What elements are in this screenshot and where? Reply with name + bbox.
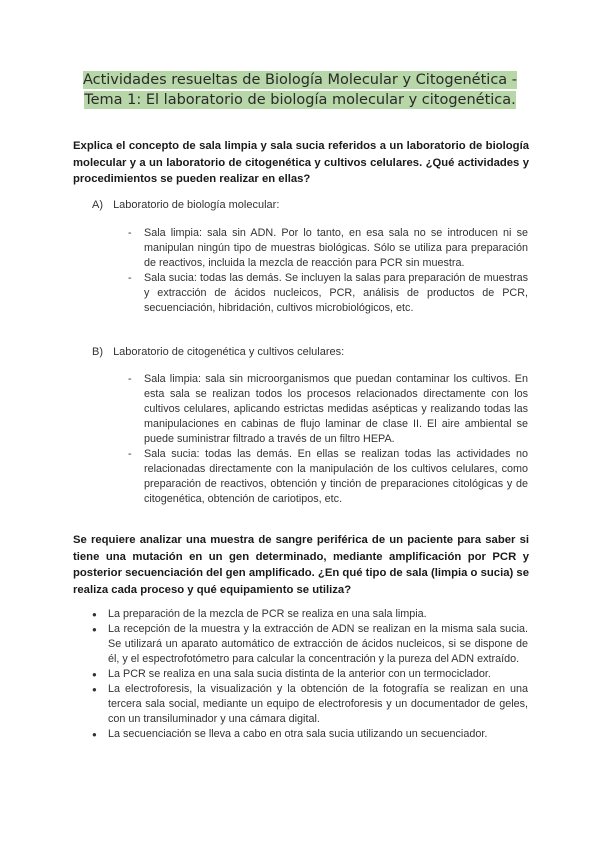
answers-list [92,607,528,742]
list-item: ● La secuenciación se lleva a cabo en otra sala sucia utilizando un secuenciador. [92,727,528,742]
list-item: - Sala sucia: todas las demás. Se incluyen la salas para preparación de muestras y extracción de ácidos nucleicos, PCR, análisis de productos de PCR, secuenciación, hibridación, cultivos microbiológicos, etc. [128,271,528,316]
question-1: Explica el concepto de sala limpia y sala sucia referidos a un laboratorio de biología molecular y a un laboratorio de citogenética y cultivos celulares. ¿Qué actividades y procedimientos se pueden realizar en ellas? [73,140,529,185]
list-item: - Sala limpia: sala sin ADN. Por lo tanto, en esa sala no se introducen ni se manipulan ningún tipo de muestras biológicas. Sólo se utiliza para preparación de reactivos, incluida la mezcla de reacción para PCR sin muestra. [128,226,528,271]
section-b-heading [92,344,344,360]
section-b-title: Laboratorio de citogenética y cultivos celulares: [113,346,345,358]
list-item: ● La PCR se realiza en una sala sucia distinta de la anterior con un termociclador. [92,667,528,682]
section-b-list [128,372,528,507]
list-item: ● La preparación de la mezcla de PCR se realiza en una sala limpia. [92,607,528,622]
section-a-letter: A) [92,199,103,211]
list-item: ● La recepción de la muestra y la extracción de ADN se realizan en la misma sala sucia. Se utilizará un aparato automático de extracción de ácidos nucleicos, si se dispone de él, y el espectrofotómetro para calcular la concentración y la pureza del ADN extraído. [92,622,528,667]
question-2: Se requiere analizar una muestra de sangre periférica de un paciente para saber si tiene una mutación en un gen determinado, mediante amplificación por PCR y posterior secuenciación del gen amplificado. ¿En qué tipo de sala (limpia o sucia) se realiza cada proceso y qué equipamiento se utiliza? [73,534,529,596]
section-a-list [128,226,528,316]
section-a-heading [92,197,279,213]
list-item: - Sala sucia: todas las demás. En ellas se realizan todas las actividades no relacionadas directamente con la manipulación de los cultivos celulares, como preparación de reactivos, obtención y tinción de preparaciones citológicas y de citogenética, obtención de cariotipos, etc. [128,447,528,507]
title-line-1: Actividades resueltas de Biología Molecular y Citogenética - [82,72,518,88]
document-title [60,70,540,110]
section-a-title: Laboratorio de biología molecular: [113,199,280,211]
list-item: ● La electroforesis, la visualización y la obtención de la fotografía se realizan en una tercera sala social, mediante un equipo de electroforesis y un documentador de geles, con un transiluminador y una cámara digital. [92,682,528,727]
title-line-2: Tema 1: El laboratorio de biología molecular y citogenética. [84,92,516,108]
section-b-letter: B) [92,346,103,358]
list-item: - Sala limpia: sala sin microorganismos que puedan contaminar los cultivos. En esta sala se realizan todos los procesos relacionados directamente con los cultivos celulares, aplicando estrictas medidas asépticas y realizando todas las manipulaciones en cabinas de flujo laminar de clase II. El aire ambiental se puede suministrar filtrado a través de un filtro HEPA. [128,372,528,447]
